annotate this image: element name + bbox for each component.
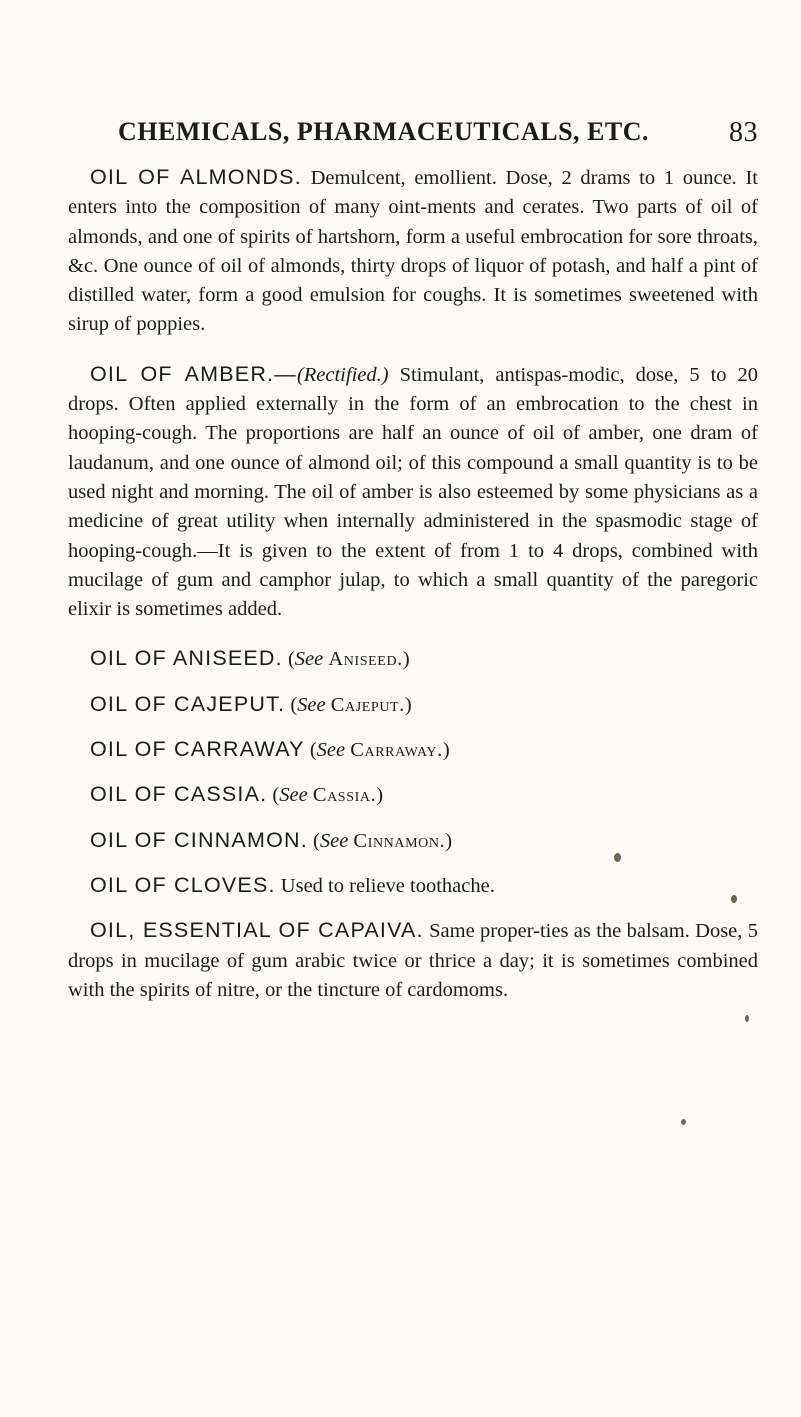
- see-label: See: [319, 829, 349, 852]
- entry-headword: OIL OF ANISEED.: [90, 646, 283, 671]
- page-number: 83: [729, 117, 758, 148]
- entry-headword: OIL, ESSENTIAL OF CAPAIVA.: [90, 918, 424, 943]
- cross-reference: Cajeput.: [330, 693, 405, 716]
- entry-body: Used to relieve toothache.: [280, 874, 495, 897]
- entry-oil-of-almonds: [68, 163, 758, 340]
- entry-qualifier: (Rectified.): [296, 363, 389, 386]
- entry-headword: OIL OF CLOVES.: [90, 872, 276, 897]
- entry-oil-of-amber: [68, 360, 758, 625]
- entry-body: Stimulant, antispas-modic, dose, 5 to 20 drops. Often applied externally in the form of an embrocation to the chest in hooping-cough. The proportions are half an ounce of oil of amber, one dram of laudanum, and one ounce of almond oil; of this compound a small quantity is to be used night and morning. The oil of amber is also esteemed by some physicians as a medicine of great utility when internally administered in the spasmodic stage of hooping-cough.—It is given to the extent of from 1 to 4 drops, combined with mucilage of gum and camphor julap, to which a small quantity of the paregoric elixir is sometimes added.: [68, 363, 758, 621]
- running-head-title: CHEMICALS, PHARMACEUTICALS, ETC.: [118, 117, 649, 146]
- cross-reference: Aniseed.: [328, 648, 403, 671]
- entry-headword: OIL OF CAJEPUT.: [90, 691, 286, 716]
- ink-speck: [614, 853, 621, 862]
- see-label: See: [294, 648, 324, 671]
- see-label: See: [316, 739, 346, 762]
- entry-headword: OIL OF AMBER.—: [90, 361, 297, 386]
- ink-speck: [745, 1015, 749, 1022]
- entry-oil-of-carraway: OIL OF CARRAWAY (See Carraway.): [90, 737, 450, 762]
- entry-headword: OIL OF ALMONDS.: [90, 165, 302, 189]
- ink-speck: [731, 895, 737, 903]
- entry-oil-essential-of-capaiva: [68, 916, 758, 1005]
- entry-headword: OIL OF CARRAWAY: [90, 737, 305, 762]
- entry-oil-of-cinnamon: OIL OF CINNAMON. (See Cinnamon.): [90, 827, 453, 852]
- see-label: See: [279, 784, 308, 807]
- entry-headword: OIL OF CASSIA.: [90, 782, 268, 807]
- cross-reference: Cinnamon.: [353, 829, 446, 852]
- cross-reference: Carraway.: [350, 739, 443, 762]
- running-head: [118, 117, 758, 147]
- entry-oil-of-aniseed: OIL OF ANISEED. (See Aniseed.): [90, 646, 410, 671]
- entry-list: [68, 163, 758, 1025]
- ink-speck: [681, 1119, 686, 1125]
- entry-oil-of-cassia: OIL OF CASSIA. (See Cassia.): [90, 782, 384, 807]
- entry-headword: OIL OF CINNAMON.: [90, 827, 308, 852]
- see-label: See: [297, 693, 326, 716]
- entry-oil-of-cloves: [68, 871, 758, 901]
- cross-reference: Cassia.: [312, 784, 377, 807]
- entry-body: Same proper-ties as the balsam. Dose, 5 drops in mucilage of gum arabic twice or thrice a day; it is sometimes combined with the spirits of nitre, or the tincture of cardomoms.: [68, 920, 759, 1001]
- entry-oil-of-cajeput: OIL OF CAJEPUT. (See Cajeput.): [90, 691, 412, 716]
- entry-body: Demulcent, emollient. Dose, 2 drams to 1 ounce. It enters into the composition of many oint-ments and cerates. Two parts of oil of almonds, and one of spirits of hartshorn, form a useful embrocation for sore throats, &c. One ounce of oil of almonds, thirty drops of liquor of potash, and half a pint of distilled water, form a good emulsion for coughs. It is sometimes sweetened with sirup of poppies.: [68, 167, 759, 336]
